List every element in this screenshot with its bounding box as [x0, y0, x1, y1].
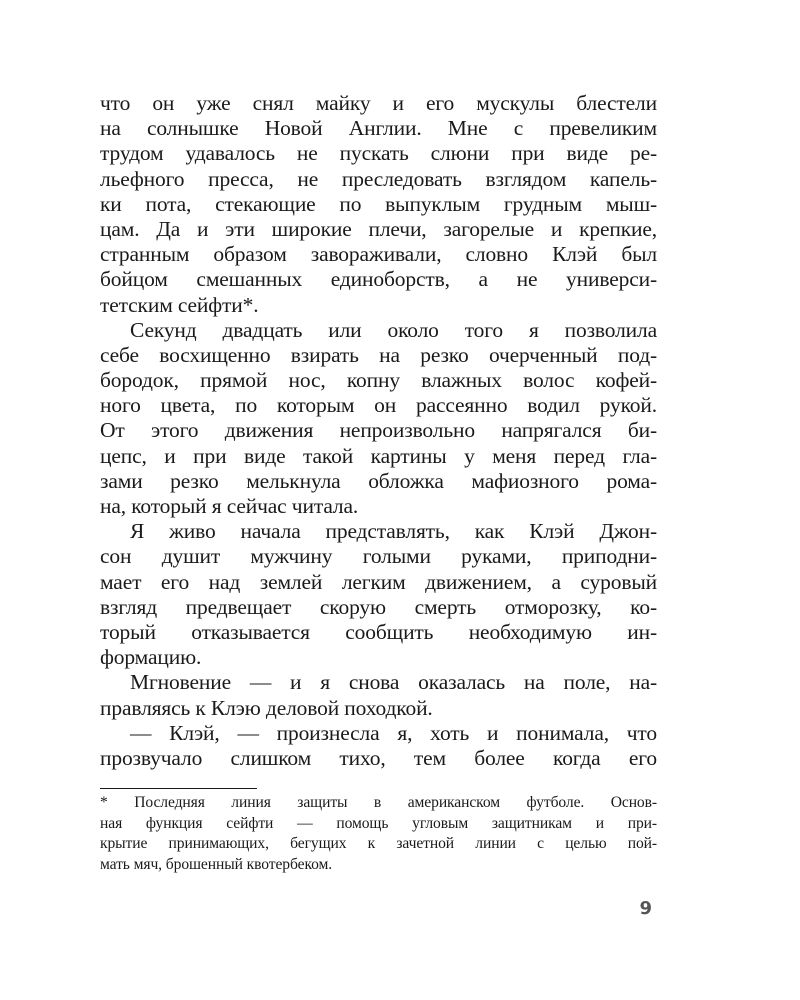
text-line: тетским сейфти*.	[100, 292, 259, 317]
text-line: бойцом смешанных единоборств, а не универси-	[100, 267, 657, 292]
text-line: прозвучало слишком тихо, тем более когда его	[100, 745, 657, 770]
text-line: От этого движения непроизвольно напрягался би-	[100, 418, 657, 443]
text-line: мает его над землей легким движением, а суровый	[100, 569, 657, 594]
text-line: зами резко мелькнула обложка мафиозного рома-	[100, 468, 657, 493]
text-line: торый отказывается сообщить необходимую ин-	[100, 619, 657, 644]
text-line: Я живо начала представлять, как Клэй Джон-	[130, 519, 657, 544]
text-line: ного цвета, по которым он рассеянно водил рукой.	[100, 393, 657, 418]
footnote-divider	[100, 788, 257, 789]
page-number: 9	[639, 898, 652, 919]
footnote-line: * Последняя линия защиты в американском футболе. Основ-	[100, 794, 657, 811]
text-line: бородок, прямой нос, копну влажных волос кофей-	[100, 368, 657, 393]
text-line: на, который я сейчас читала.	[100, 494, 359, 518]
main-text	[100, 91, 657, 771]
footnote-line: мать мяч, брошенный квотербеком.	[100, 855, 333, 873]
text-line: правляясь к Клэю деловой походкой.	[100, 695, 433, 720]
text-line: льефного пресса, не преследовать взглядом капель-	[100, 166, 657, 191]
text-line: Мгновение — и я снова оказалась на поле, на-	[130, 670, 657, 695]
text-line: цепс, и при виде такой картины у меня перед гла-	[100, 443, 657, 468]
footnote	[100, 793, 657, 875]
text-line: странным образом завораживали, словно Клэй был	[100, 242, 657, 267]
footnote-line: ная функция сейфти — помощь угловым защитникам и при-	[100, 814, 657, 832]
footnote-line: крытие принимающих, бегущих к зачетной линии с целью пой-	[100, 835, 657, 852]
text-line: взгляд предвещает скорую смерть отморозку, ко-	[100, 594, 657, 619]
text-line: трудом удавалось не пускать слюни при виде ре-	[100, 141, 657, 166]
text-line: что он уже снял майку и его мускулы блестели	[100, 91, 657, 115]
text-line: на солнышке Новой Англии. Мне с превеликим	[100, 116, 657, 141]
text-line: себе восхищенно взирать на резко очерченный под-	[100, 342, 657, 367]
text-line: ки пота, стекающие по выпуклым грудным мыш-	[100, 191, 657, 216]
text-line: — Клэй, — произнесла я, хоть и понимала, что	[130, 720, 657, 745]
text-line: сон душит мужчину голыми руками, приподни-	[100, 544, 657, 569]
text-line: формацию.	[100, 645, 202, 670]
text-line: Секунд двадцать или около того я позволила	[130, 317, 657, 342]
text-line: цам. Да и эти широкие плечи, загорелые и крепкие,	[100, 216, 657, 241]
